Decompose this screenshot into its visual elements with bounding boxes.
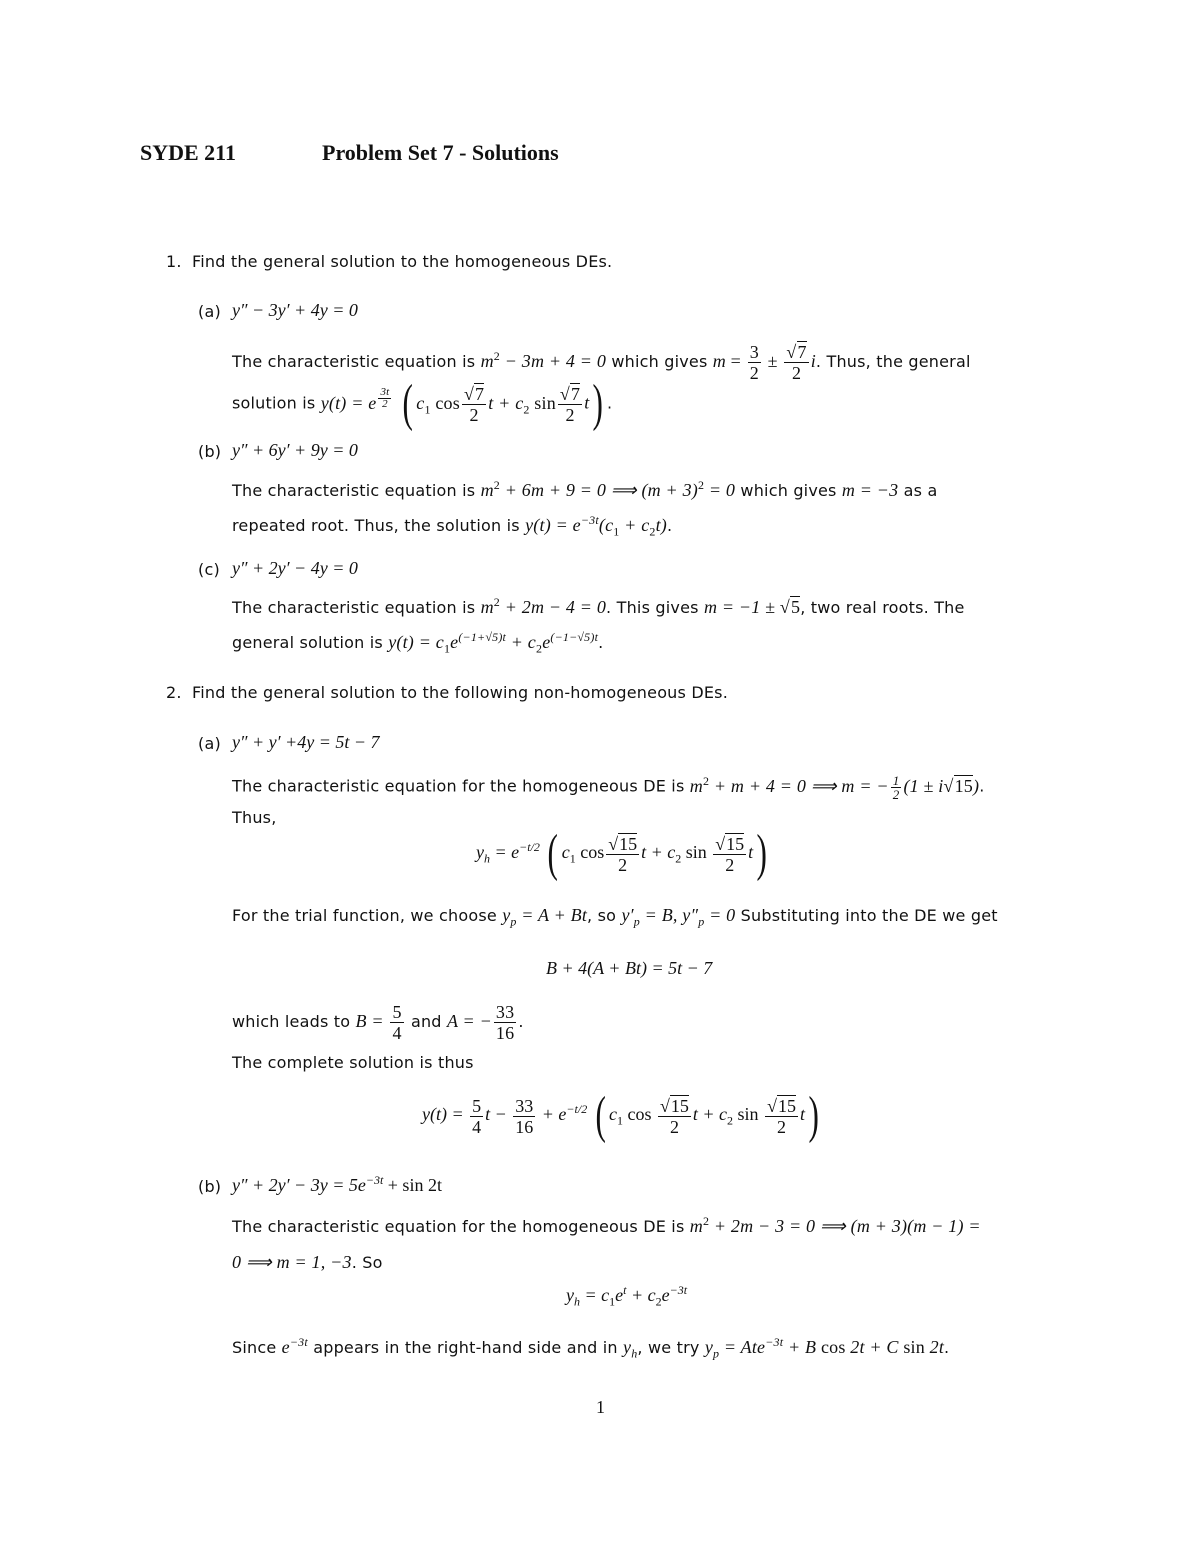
problem-1a-line2: solution is y(t) = e $^{\frac{3t}{2}}$ ( $c_1$ cos $\frac{√7}{2}$ $t + c_2$ sin $\frac{√7}{2}$ t) . [232,375,613,432]
problem-2a-label: (a) [198,734,221,753]
problem-1b-line2: repeated root. Thus, the solution is $y(t) = e^{-3t}(c_1 + c_2t)$. [232,513,673,539]
problem-1-statement: Find the general solution to the homogeneous DEs. [192,252,613,271]
problem-1c-line2: general solution is $y(t) = c_1e^{(-1+√5)t} + c_2e^{(-1-√5)t}$. [232,630,604,656]
problem-1-number: 1. [166,252,182,271]
problem-2b-yh-equation: $y_h = c_1e^t + c_2e^{-3t}$ [566,1283,688,1309]
problem-1c-label: (c) [198,560,220,579]
problem-2a-line1: The characteristic equation for the homogeneous DE is $m^2 + m + 4 = 0$ ⟹ m = − $\frac{1}{2}$ (1 ± i√15). [232,773,985,802]
problem-1b-equation: y″ + 6y′ + 9y = 0 [232,440,358,460]
problem-1a-line1: The characteristic equation is $m^2 - 3m + 4 = 0$ which gives m = $\frac{3}{2}$ ± $\frac{√7}{2}$ i. Thus, the general [232,342,971,383]
problem-2a-equation: y″ + y′ +4y = 5t − 7 [232,732,380,752]
problem-1a-label: (a) [198,302,221,321]
page-title: Problem Set 7 - Solutions [322,140,559,165]
problem-1c-line1: The characteristic equation is $m^2 + 2m - 4 = 0$. This gives m = −1 ± √5, two real roots. The [232,595,965,617]
problem-2-statement: Find the general solution to the following non-homogeneous DEs. [192,683,728,702]
page-number: 1 [596,1397,605,1417]
problem-2a-complete-text: The complete solution is thus [232,1053,474,1072]
problem-1a-equation: y″ − 3y′ + 4y = 0 [232,300,358,320]
problem-1b-line1: The characteristic equation is $m^2 + 6m + 9 = 0$ ⟹ $(m + 3)^2 = 0$ which gives m = −3 as a [232,478,938,500]
problem-2a-complete-equation: y(t) = $\frac{5}{4}$ t − $\frac{33}{16}$ + $e^{-t/2}$ ( $c_1$ cos $\frac{√15}{2}$ $t + c_2$ sin $\frac{√15}{2}$ t) [422,1087,819,1144]
problem-2a-trial-line: For the trial function, we choose $y_p = A + Bt$, so $y'_p = B$, $y''_p = 0$ Substituting into the DE we get [232,905,998,929]
problem-2a-centered-equation: B + 4(A + Bt) = 5t − 7 [546,958,713,978]
course-code: SYDE 211 [140,140,236,165]
problem-2b-label: (b) [198,1177,222,1196]
problem-2b-try-line: Since $e^{-3t}$ appears in the right-hand side and in $y_h$, we try $y_p = Ate^{-3t} + B$ cos 2t + C sin 2t. [232,1335,950,1361]
problem-1c-equation: y″ + 2y′ − 4y = 0 [232,558,358,578]
problem-2a-yh-equation: $y_h = e^{-t/2}$ ( $c_1$ cos $\frac{√15}{2}$ $t + c_2$ sin $\frac{√15}{2}$ t) [476,825,768,882]
problem-2a-thus: Thus, [232,808,277,827]
problem-2b-line2: 0 ⟹ m = 1, −3. So [232,1252,383,1272]
problem-1b-label: (b) [198,442,222,461]
problem-2b-equation: $y'' + 2y' - 3y = 5e^{-3t} + \sin 2t$ [232,1173,442,1195]
problem-2b-line1: The characteristic equation for the homogeneous DE is $m^2 + 2m - 3 = 0$ ⟹ (m + 3)(m − 1) = [232,1214,981,1236]
problem-2a-leads-line: which leads to B = $\frac{5}{4}$ and A = − $\frac{33}{16}$ . [232,1002,524,1043]
problem-2-number: 2. [166,683,182,702]
